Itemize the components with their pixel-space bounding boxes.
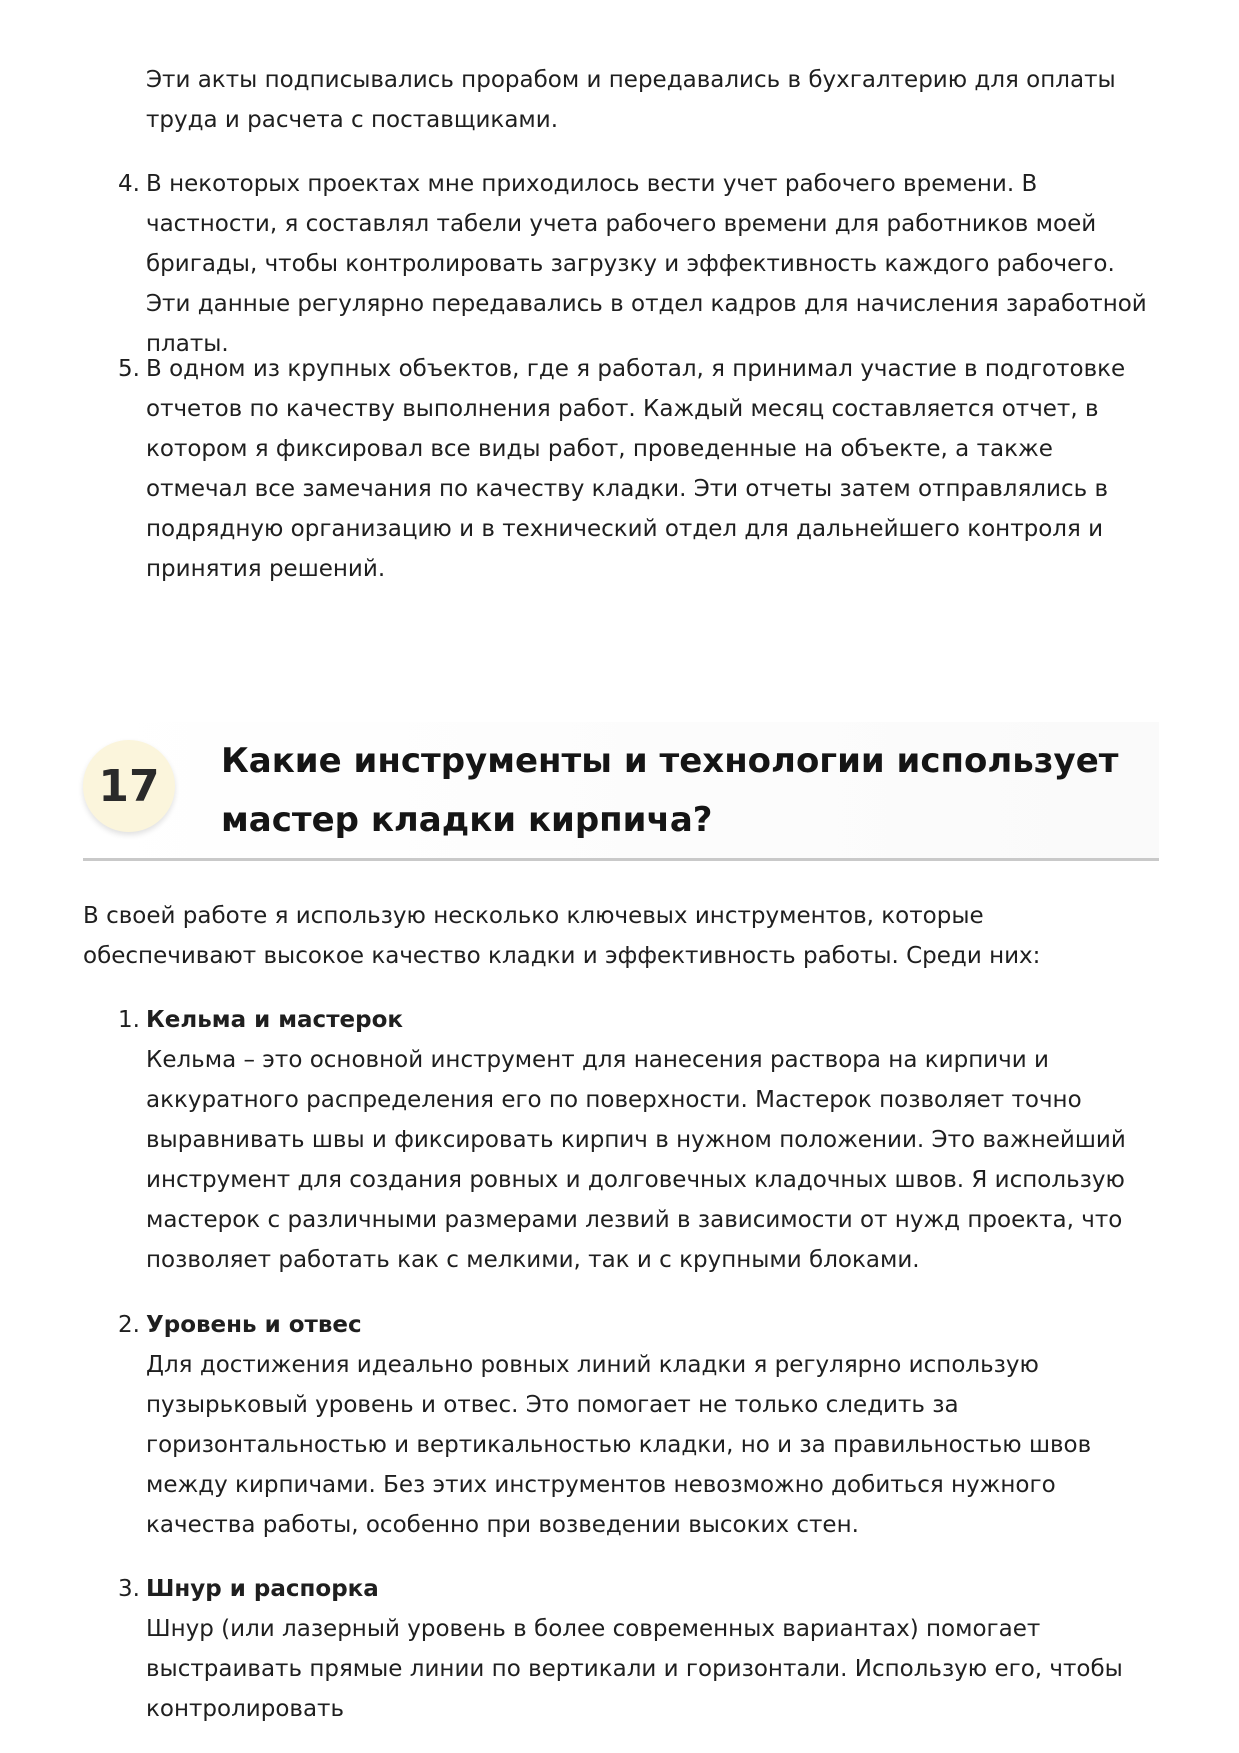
section-header [83,722,1159,861]
list-number: 1. [118,1007,140,1033]
tool-title: Уровень и отвес [146,1312,362,1338]
list-number: 4. [118,171,140,197]
tool-title: Кельма и мастерок [146,1007,403,1033]
list-item-text: В одном из крупных объектов, где я работал, я принимал участие в подготовке отчетов по качеству выполнения работ. Каждый месяц составляется отчет, в котором я фиксировал все виды работ, проведенные на объекте, а также отмечал все замечания по качеству кладки. Эти отчеты затем отправлялись в подрядную организацию и в технический отдел для дальнейшего контроля и принятия решений. [146,356,1126,582]
intro-paragraph [83,896,1159,976]
tool-item [118,1569,1156,1729]
tool-item [118,1305,1156,1545]
list-item-text: В некоторых проектах мне приходилось вести учет рабочего времени. В частности, я составлял табели учета рабочего времени для работников моей бригады, чтобы контролировать загрузку и эффективность каждого рабочего. Эти данные регулярно передавались в отдел кадров для начисления заработной платы. [146,171,1147,357]
tool-description: Шнур (или лазерный уровень в более современных вариантах) помогает выстраивать прямые линии по вертикали и горизонтали. Использую его, чтобы контролировать [146,1616,1123,1722]
tool-item [118,1000,1156,1280]
tool-description: Кельма – это основной инструмент для нанесения раствора на кирпичи и аккуратного распределения его по поверхности. Мастерок позволяет точно выравнивать швы и фиксировать кирпич в нужном положении. Это важнейший инструмент для создания ровных и долговечных кладочных швов. Я использую мастерок с различными размерами лезвий в зависимости от нужд проекта, что позволяет работать как с мелкими, так и с крупными блоками. [146,1047,1126,1273]
list-item [118,349,1156,589]
tool-description: Для достижения идеально ровных линий кладки я регулярно использую пузырьковый уровень и отвес. Это помогает не только следить за горизонтальностью и вертикальностью кладки, но и за правильностью швов между кирпичами. Без этих инструментов невозможно добиться нужного качества работы, особенно при возведении высоких стен. [146,1352,1092,1538]
list-number: 5. [118,356,140,382]
section-number-badge: 17 [83,740,175,832]
continuation-text: Эти акты подписывались прорабом и передавались в бухгалтерию для оплаты труда и расчета с поставщиками. [146,67,1116,133]
list-item [118,164,1156,364]
list-item-continuation [146,60,1156,140]
intro-text: В своей работе я использую несколько ключевых инструментов, которые обеспечивают высокое качество кладки и эффективность работы. Среди них: [83,903,1041,969]
section-title: Какие инструменты и технологии использует мастер кладки кирпича? [221,741,1119,840]
tool-title: Шнур и распорка [146,1576,379,1602]
list-number: 2. [118,1312,140,1338]
list-number: 3. [118,1576,140,1602]
